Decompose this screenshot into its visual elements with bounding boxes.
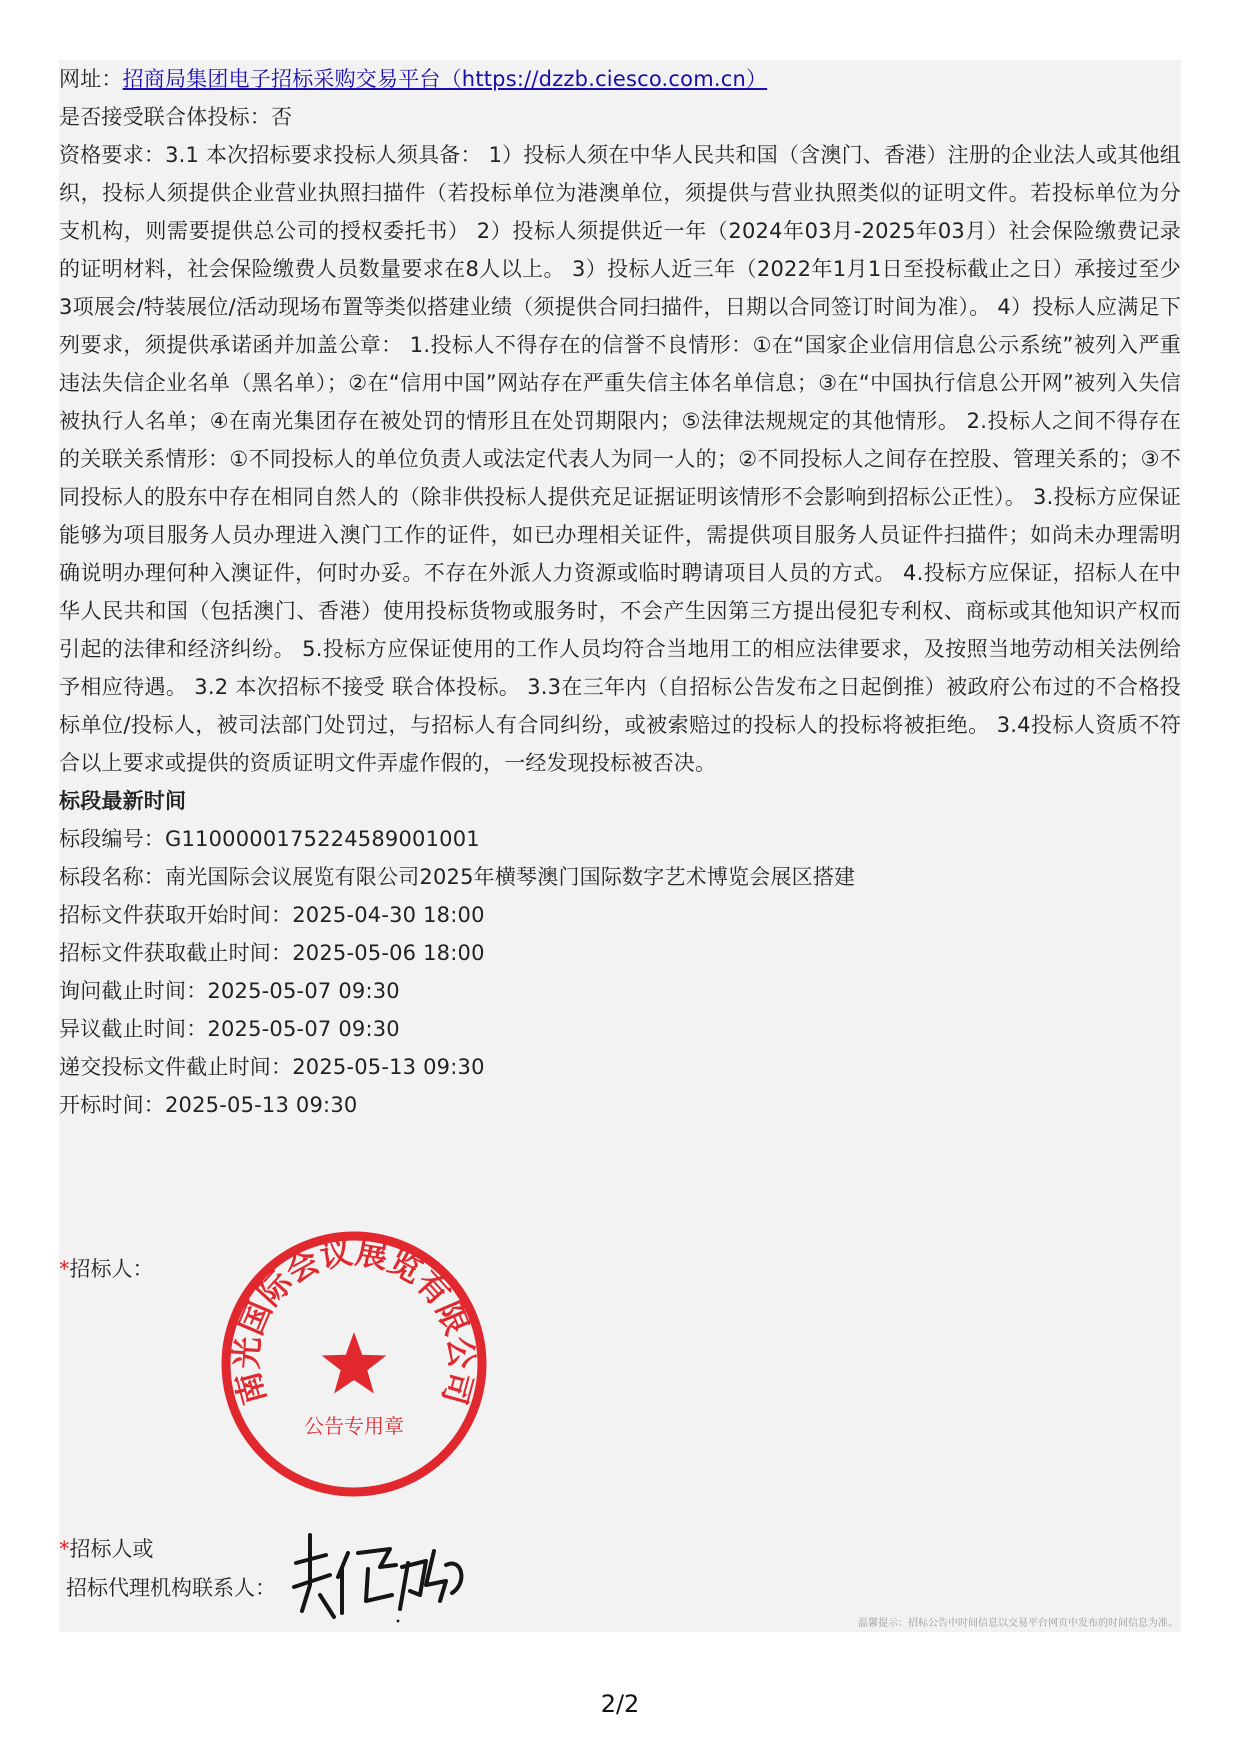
qualification-requirements: 资格要求：3.1 本次招标要求投标人须具备： 1）投标人须在中华人民共和国（含澳门、香港）注册的企业法人或其他组织，投标人须提供企业营业执照扫描件（若投标单位为港澳单位，须提供与营业执照类似的证明文件。若投标单位为分支机构，则需要提供总公司的授权委托书） 2）投标人须提供近一年（2024年03月-2025年03月）社会保险缴费记录的证明材料，社会保险缴费人员数量要求在8人以上。 3）投标人近三年（2022年1月1日至投标截止之日）承接过至少3项展会/特装展位/活动现场布置等类似搭建业绩（须提供合同扫描件，日期以合同签订时间为准）。 4）投标人应满足下列要求，须提供承诺函并加盖公章： 1.投标人不得存在的信誉不良情形：①在“国家企业信用信息公示系统”被列入严重违法失信企业名单（黑名单）；②在“信用中国”网站存在严重失信主体名单信息；③在“中国执行信息公开网”被列入失信被执行人名单；④在南光集团存在被处罚的情形且在处罚期限内；⑤法律法规规定的其他情形。 2.投标人之间不得存在的关联关系情形：①不同投标人的单位负责人或法定代表人为同一人的；②不同投标人之间存在控股、管理关系的；③不同投标人的股东中存在相同自然人的（除非供投标人提供充足证据证明该情形不会影响到招标公正性）。 3.投标方应保证能够为项目服务人员办理进入澳门工作的证件，如已办理相关证件，需提供项目服务人员证件扫描件；如尚未办理需明确说明办理何种入澳证件，何时办妥。不存在外派人力资源或临时聘请项目人员的方式。 4.投标方应保证，招标人在中华人民共和国（包括澳门、香港）使用投标货物或服务时，不会产生因第三方提出侵犯专利权、商标或其他知识产权而引起的法律和经济纠纷。 5.投标方应保证使用的工作人员均符合当地用工的相应法律要求，及按照当地劳动相关法例给予相应待遇。 3.2 本次招标不接受 联合体投标。 3.3在三年内（自招标公告发布之日起倒推）被政府公布过的不合格投标单位/投标人，被司法部门处罚过，与招标人有合同纠纷，或被索赔过的投标人的投标将被拒绝。 3.4投标人资质不符合以上要求或提供的资质证明文件弄虚作假的，一经发现投标被否决。	[59, 143, 1181, 775]
platform-link[interactable]: 招商局集团电子招标采购交易平台（https://dzzb.ciesco.com.cn）	[122, 67, 768, 91]
section-code: 标段编号：G1100000175224589001001	[59, 827, 480, 851]
opening-time: 开标时间：2025-05-13 09:30	[59, 1093, 358, 1117]
handwritten-signature	[286, 1525, 476, 1625]
seal-bottom-text: 公告专用章	[304, 1414, 404, 1438]
footer-tip: 温馨提示：招标公告中时间信息以交易平台网页中发布的时间信息为准。	[858, 1618, 1178, 1629]
seal-star-icon	[322, 1332, 387, 1394]
doc-start-time: 招标文件获取开始时间：2025-04-30 18:00	[59, 903, 485, 927]
submission-deadline: 递交投标文件截止时间：2025-05-13 09:30	[59, 1055, 485, 1079]
objection-deadline: 异议截止时间：2025-05-07 09:30	[59, 1017, 400, 1041]
tenderer-row	[59, 1252, 154, 1286]
required-mark: *	[59, 1257, 70, 1281]
contact-row-2: 招标代理机构联系人：	[66, 1576, 276, 1600]
section-name: 标段名称：南光国际会议展览有限公司2025年横琴澳门国际数字艺术博览会展区搭建	[59, 865, 856, 889]
website-label: 网址：	[59, 67, 123, 91]
contact-label-1: 招标人或	[69, 1537, 154, 1561]
website-line	[59, 60, 1181, 98]
inquiry-deadline: 询问截止时间：2025-05-07 09:30	[59, 979, 400, 1003]
joint-bid-line: 是否接受联合体投标：否	[59, 105, 293, 129]
page-number: 2/2	[600, 1690, 640, 1718]
required-mark: *	[59, 1537, 70, 1561]
seal-org-name: 南光国际会议展览有限公司	[227, 1233, 481, 1409]
section-heading: 标段最新时间	[59, 789, 187, 813]
tenderer-label: 招标人：	[69, 1257, 154, 1281]
contact-row-1	[59, 1532, 154, 1566]
official-seal	[218, 1228, 490, 1500]
doc-end-time: 招标文件获取截止时间：2025-05-06 18:00	[59, 941, 485, 965]
notice-content	[59, 60, 1181, 1124]
